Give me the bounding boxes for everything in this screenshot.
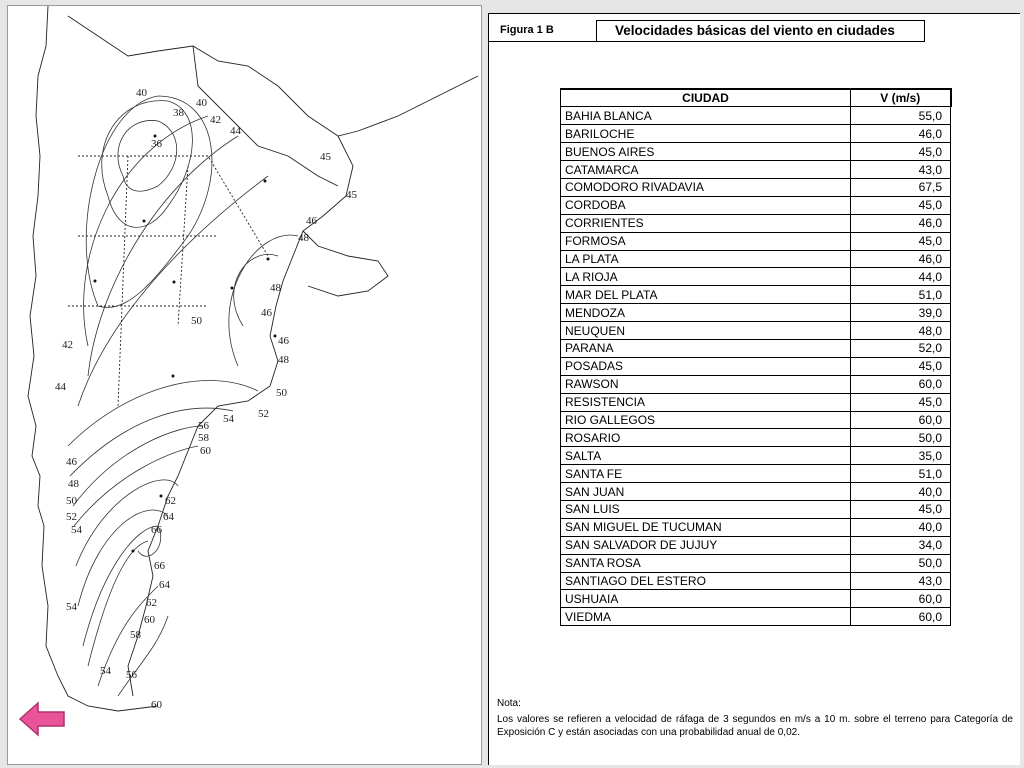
velocity-cell: 44,0	[851, 268, 951, 286]
isotach-label: 48	[278, 354, 289, 366]
isotach-label: 56	[126, 669, 137, 681]
velocity-cell: 35,0	[851, 447, 951, 465]
velocity-cell: 60,0	[851, 411, 951, 429]
table-row	[561, 214, 951, 232]
city-cell: VIEDMA	[561, 608, 851, 626]
note-text: Los valores se refieren a velocidad de ráfaga de 3 segundos en m/s a 10 m. sobre el terreno para Categoría de Exposición C y están asociadas con una probabilidad anual de 0,02.	[497, 714, 1013, 738]
eastern-coast	[128, 136, 353, 696]
velocity-cell: 40,0	[851, 518, 951, 536]
column-header-city: CIUDAD	[561, 89, 851, 107]
velocity-cell: 51,0	[851, 465, 951, 483]
table-row	[561, 357, 951, 375]
document-panel	[488, 13, 1020, 765]
table-row	[561, 196, 951, 214]
table-row	[561, 304, 951, 322]
isotach-label: 56	[198, 420, 209, 432]
isotach-labels	[55, 87, 358, 711]
velocity-cell: 40,0	[851, 483, 951, 501]
city-cell: COMODORO RIVADAVIA	[561, 178, 851, 196]
velocity-cell: 60,0	[851, 590, 951, 608]
isotach-label: 46	[261, 307, 272, 319]
table-row	[561, 232, 951, 250]
isotach-label: 40	[196, 97, 207, 109]
isotach-label: 64	[159, 579, 170, 591]
velocity-cell: 55,0	[851, 107, 951, 125]
table-row	[561, 161, 951, 179]
table-row	[561, 393, 951, 411]
isotach-label: 52	[258, 408, 269, 420]
velocity-cell: 45,0	[851, 196, 951, 214]
velocity-cell: 45,0	[851, 232, 951, 250]
isotach-label: 42	[210, 114, 221, 126]
table-row	[561, 107, 951, 125]
city-cell: BAHIA BLANCA	[561, 107, 851, 125]
city-cell: RESISTENCIA	[561, 393, 851, 411]
table-row	[561, 375, 951, 393]
isotach-label: 54	[223, 413, 234, 425]
city-cell: SAN JUAN	[561, 483, 851, 501]
city-cell: BARILOCHE	[561, 125, 851, 143]
isotach-label: 50	[276, 387, 287, 399]
velocity-cell: 39,0	[851, 304, 951, 322]
city-cell: LA RIOJA	[561, 268, 851, 286]
city-cell: SAN LUIS	[561, 500, 851, 518]
city-cell: CORRIENTES	[561, 214, 851, 232]
isotach-label: 50	[66, 495, 77, 507]
isotach-label: 64	[163, 511, 174, 523]
city-cell: RAWSON	[561, 375, 851, 393]
isotach-label: 60	[151, 699, 162, 711]
table-row	[561, 429, 951, 447]
velocity-cell: 60,0	[851, 608, 951, 626]
table-row	[561, 518, 951, 536]
argentina-isotach-map	[8, 6, 482, 765]
left-arrow-icon	[18, 699, 68, 739]
velocity-cell: 48,0	[851, 322, 951, 340]
city-cell: POSADAS	[561, 357, 851, 375]
city-cell: SALTA	[561, 447, 851, 465]
wind-speed-table	[560, 88, 952, 626]
isotach-label: 50	[191, 315, 202, 327]
back-button[interactable]	[18, 699, 68, 739]
city-cell: NEUQUEN	[561, 322, 851, 340]
velocity-cell: 34,0	[851, 536, 951, 554]
column-header-v: V (m/s)	[851, 89, 951, 107]
note-title: Nota:	[497, 698, 521, 709]
velocity-cell: 46,0	[851, 214, 951, 232]
table-row	[561, 143, 951, 161]
brazil-border	[358, 76, 478, 131]
table-row	[561, 411, 951, 429]
velocity-cell: 45,0	[851, 143, 951, 161]
isotach-map-panel	[7, 5, 482, 765]
table-row	[561, 339, 951, 357]
velocity-cell: 51,0	[851, 286, 951, 304]
isotach-label: 42	[62, 339, 73, 351]
velocity-cell: 45,0	[851, 357, 951, 375]
table-row	[561, 554, 951, 572]
isotach-label: 46	[278, 335, 289, 347]
table-row	[561, 608, 951, 626]
velocity-cell: 50,0	[851, 554, 951, 572]
table-row	[561, 572, 951, 590]
velocity-cell: 45,0	[851, 393, 951, 411]
province-lines	[68, 156, 268, 406]
city-cell: ROSARIO	[561, 429, 851, 447]
isotach-label: 58	[198, 432, 209, 444]
city-cell: LA PLATA	[561, 250, 851, 268]
isotach-label: 44	[55, 381, 66, 393]
velocity-cell: 45,0	[851, 500, 951, 518]
table-row	[561, 125, 951, 143]
city-cell: SAN MIGUEL DE TUCUMAN	[561, 518, 851, 536]
velocity-cell: 67,5	[851, 178, 951, 196]
table-row	[561, 465, 951, 483]
velocity-cell: 52,0	[851, 339, 951, 357]
velocity-cell: 46,0	[851, 125, 951, 143]
table-row	[561, 178, 951, 196]
table-row	[561, 322, 951, 340]
table-header-row	[561, 89, 951, 107]
isotach-label: 54	[66, 601, 77, 613]
uruguay-border	[303, 231, 388, 296]
table-row	[561, 500, 951, 518]
isotach-label: 45	[320, 151, 331, 163]
isotach-label: 44	[230, 125, 241, 137]
table-row	[561, 590, 951, 608]
table-body	[561, 107, 951, 626]
city-markers	[94, 135, 277, 553]
isotach-label: 46	[66, 456, 77, 468]
table-row	[561, 447, 951, 465]
isotach-label: 48	[298, 232, 309, 244]
figure-label: Figura 1 B	[489, 20, 597, 42]
isotach-label: 66	[151, 524, 162, 536]
isotach-label: 38	[173, 107, 184, 119]
isotach-label: 66	[154, 560, 165, 572]
city-cell: SANTA ROSA	[561, 554, 851, 572]
city-cell: MAR DEL PLATA	[561, 286, 851, 304]
figure-title: Velocidades básicas del viento en ciudades	[597, 20, 925, 42]
city-cell: CATAMARCA	[561, 161, 851, 179]
isotach-label: 48	[68, 478, 79, 490]
isotach-label: 45	[346, 189, 357, 201]
velocity-cell: 43,0	[851, 161, 951, 179]
city-cell: USHUAIA	[561, 590, 851, 608]
city-cell: BUENOS AIRES	[561, 143, 851, 161]
isotach-label: 40	[136, 87, 147, 99]
isotach-label: 62	[165, 495, 176, 507]
isotach-label: 48	[270, 282, 281, 294]
velocity-cell: 43,0	[851, 572, 951, 590]
city-cell: SANTIAGO DEL ESTERO	[561, 572, 851, 590]
city-cell: SANTA FE	[561, 465, 851, 483]
isotach-label: 62	[146, 597, 157, 609]
city-cell: CORDOBA	[561, 196, 851, 214]
city-cell: MENDOZA	[561, 304, 851, 322]
table-row	[561, 250, 951, 268]
isotach-label: 58	[130, 629, 141, 641]
velocity-cell: 46,0	[851, 250, 951, 268]
table-row	[561, 268, 951, 286]
velocity-cell: 60,0	[851, 375, 951, 393]
isotach-label: 60	[144, 614, 155, 626]
city-cell: PARANA	[561, 339, 851, 357]
city-cell: SAN SALVADOR DE JUJUY	[561, 536, 851, 554]
isotach-label: 54	[100, 665, 111, 677]
isotach-label: 54	[71, 524, 82, 536]
table-row	[561, 536, 951, 554]
western-border	[28, 6, 158, 711]
isotach-label: 60	[200, 445, 211, 457]
city-cell: FORMOSA	[561, 232, 851, 250]
table-row	[561, 483, 951, 501]
isotach-label: 36	[151, 138, 162, 150]
city-cell: RIO GALLEGOS	[561, 411, 851, 429]
velocity-cell: 50,0	[851, 429, 951, 447]
isotach-label: 46	[306, 215, 317, 227]
table-row	[561, 286, 951, 304]
isotach-label: 52	[66, 511, 77, 523]
isotach-lines	[68, 96, 298, 696]
